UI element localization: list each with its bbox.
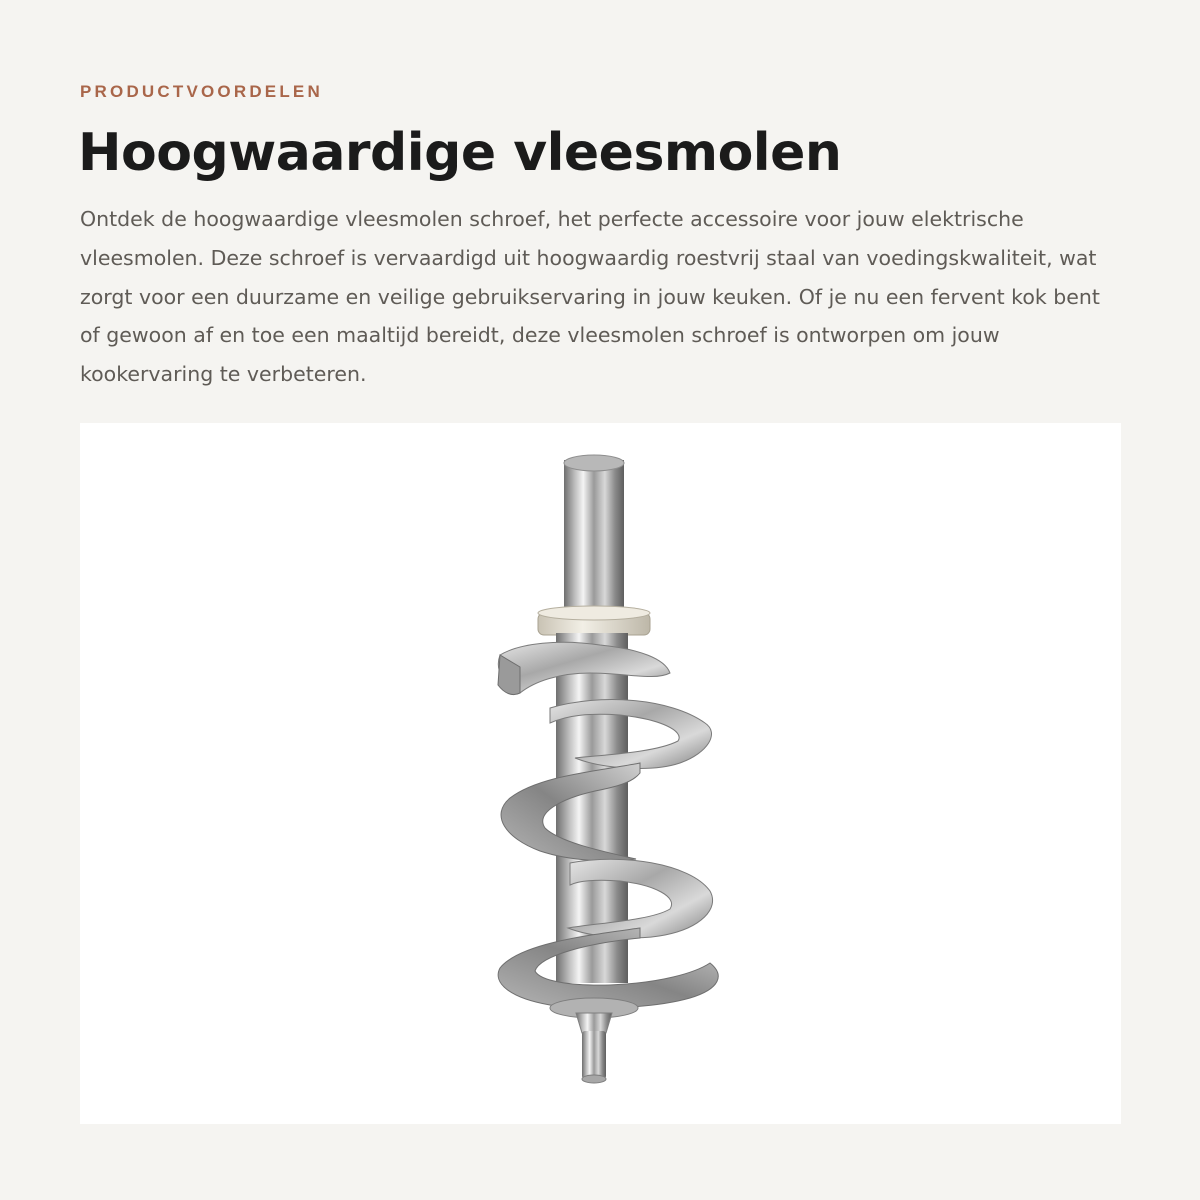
top-shaft [564,455,624,620]
product-image [80,423,1121,1124]
page-title: Hoogwaardige vleesmolen [78,123,842,183]
bottom-pin [582,1031,606,1083]
section-eyebrow: PRODUCTVOORDELEN [80,82,323,101]
nylon-ring [538,606,650,635]
meat-grinder-screw-illustration [80,423,1121,1124]
product-description: Ontdek de hoogwaardige vleesmolen schroef, het perfecte accessoire voor jouw elektrische vleesmolen. Deze schroef is vervaardigd uit hoogwaardig roestvrij staal van voedingskwaliteit, wat zorgt voor een duurzame en veilige gebruikservaring in jouw keuken. Of je nu een fervent kok bent of gewoon af en toe een maaltijd bereidt, deze vleesmolen schroef is ontworpen om jouw kookervaring te verbeteren. [80,207,1100,387]
bottom-collar [550,998,638,1033]
